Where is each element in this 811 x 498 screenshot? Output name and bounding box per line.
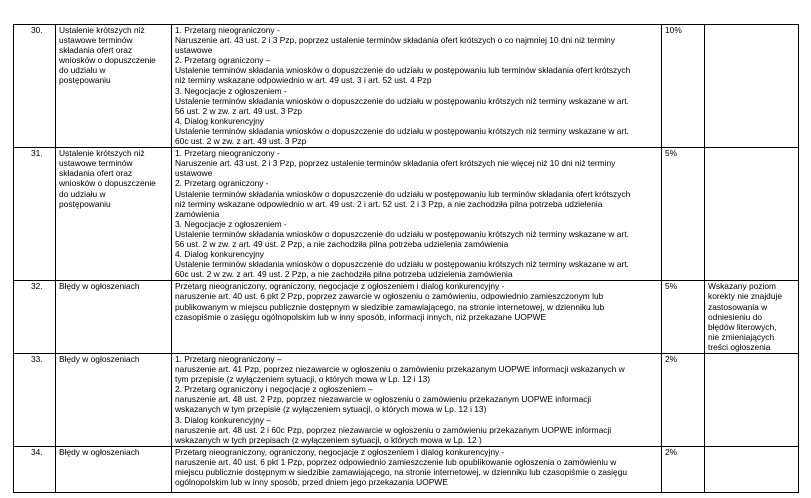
row-number — [14, 446, 56, 492]
details-line: 4. Dialog konkurencyjny — [175, 115, 264, 126]
details-line: ogólnopolskim lub w inny sposób, przed dniem jego przekazania UOPWE — [175, 477, 448, 488]
row-number-text: 33. — [31, 354, 43, 364]
details-line: 3. Negocjacje z ogłoszeniem - — [175, 218, 287, 229]
details-line: 60c ust. 2 w zw. z art. 49 ust. 2 Pzp, a nie zachodziła pilna potrzeba udzielenia zamówienia — [175, 269, 513, 280]
category-line: ustawowe terminów — [59, 158, 133, 169]
details-line: 1. Przetarg nieograniczony – — [175, 354, 282, 364]
category-line: Błędy w ogłoszeniach — [59, 354, 140, 364]
details-line: zamówienia — [175, 208, 220, 219]
details-line: Ustalenie terminów składania wniosków o dopuszczenie do udziału w postępowaniu krótszych niż terminy wskazane w art. — [175, 228, 629, 239]
note-cell — [705, 354, 799, 447]
details-line: Naruszenie art. 43 ust. 2 i 3 Pzp, poprzez ustalenie terminów składania ofert krótszych o co najmniej 10 dni niż terminy — [175, 35, 615, 46]
row-number-text: 34. — [31, 446, 43, 457]
details-line: 60c ust. 2 w zw. z art. 49 ust. 3 Pzp — [175, 136, 307, 147]
table-body — [14, 25, 799, 493]
details-line: Przetarg nieograniczony, ograniczony, negocjacje z ogłoszeniem i dialog konkurencyjny - — [175, 446, 505, 457]
note-line: treści ogłoszenia — [708, 341, 771, 352]
rate-text: 10% — [665, 25, 682, 35]
details-line: 2. Przetarg ograniczony – — [175, 55, 271, 66]
details-line: niż terminy wskazane odpowiednio w art. 49 ust. 3 i art. 52 ust. 4 Pzp — [175, 75, 432, 86]
note-cell — [705, 446, 799, 492]
rate-text: 5% — [665, 148, 678, 159]
category-cell — [56, 281, 172, 354]
category-line: Błędy w ogłoszeniach — [59, 281, 140, 292]
row-number — [14, 281, 56, 354]
rate-text: 2% — [665, 354, 678, 364]
details-line: 2. Przetarg ograniczony i negocjacje z ogłoszeniem – — [175, 384, 373, 395]
details-line: czasopiśmie o zasięgu ogólnopolskim lub w inny sposób, informacji innych, niż przekazane UOPWE — [175, 311, 546, 322]
category-line: składania ofert oraz — [59, 168, 133, 179]
category-line: ustawowe terminów — [59, 35, 133, 46]
note-line: zastosowania w — [708, 301, 768, 312]
details-line: Ustalenie terminów składania wniosków o dopuszczenie do udziału w postępowaniu krótszych niż terminy wskazane w art. — [175, 95, 629, 106]
details-line: Naruszenie art. 43 ust. 2 i 3 Pzp, poprzez ustalenie terminów składania ofert krótszych nie więcej niż 10 dni niż terminy — [175, 158, 616, 169]
corrections-table — [13, 24, 799, 493]
details-line: naruszenie art. 48 ust. 2 i 60c Pzp, poprzez niezawarcie w ogłoszeniu o zamówieniu przekazanym UOPWE informacji — [175, 424, 612, 435]
details-line: miejscu publicznie dostępnym w siedzibie zamawiającego, na stronie internetowej, w dzienniku lub czasopiśmie o zasięgu — [175, 467, 628, 478]
details-line: wskazanych w tych przepisach (z wyłączeniem sytuacji, o których mowa w Lp. 12 ) — [175, 434, 482, 445]
details-cell — [172, 281, 662, 354]
note-cell — [705, 148, 799, 281]
details-line: naruszenie art. 40 ust. 6 pkt 1 Pzp, poprzez odpowiednio zamieszczenie lub opublikowanie ogłoszenia o zamówieniu w — [175, 456, 617, 467]
category-line: do udziału w — [59, 65, 106, 76]
category-line: wniosków o dopuszczenie — [59, 178, 156, 189]
category-line: do udziału w — [59, 188, 106, 199]
note-line: korekty nie znajduje — [708, 291, 783, 302]
details-line: Ustalenie terminów składania wniosków o dopuszczenie do udziału w postępowaniu lub terminów składania ofert krótszych — [175, 65, 631, 76]
details-line: 3. Dialog konkurencyjny – — [175, 414, 271, 425]
category-line: wniosków o dopuszczenie — [59, 55, 156, 66]
rate-text: 5% — [665, 281, 678, 292]
rate-text: 2% — [665, 446, 678, 457]
table-row — [14, 148, 799, 281]
details-line: 2. Przetarg ograniczony - — [175, 178, 269, 189]
note-cell — [705, 25, 799, 148]
details-cell — [172, 446, 662, 492]
rate-cell — [662, 148, 705, 281]
category-line: postępowaniu — [59, 198, 111, 209]
details-line: Ustalenie terminów składania wniosków o dopuszczenie do udziału w postępowaniu krótszych niż terminy wskazane w art. — [175, 125, 629, 136]
category-line: składania ofert oraz — [59, 45, 133, 56]
category-cell — [56, 25, 172, 148]
row-number-text: 30. — [31, 25, 43, 35]
row-number — [14, 148, 56, 281]
category-cell — [56, 148, 172, 281]
table-row — [14, 354, 799, 447]
table-row — [14, 25, 799, 148]
details-line: niż terminy wskazane odpowiednio w art. 49 ust. 2 i art. 52 ust. 2 i 3 Pzp, a nie zachodziła pilna potrzeba udzielenia — [175, 198, 603, 209]
category-line: postępowaniu — [59, 75, 111, 86]
table-row — [14, 281, 799, 354]
details-line: ustawowe — [175, 168, 213, 179]
details-line: 56 ust. 2 w zw. z art. 49 ust. 3 Pzp — [175, 105, 303, 116]
row-number-text: 32. — [31, 281, 43, 292]
details-line: naruszenie art. 40 ust. 6 pkt 2 Pzp, poprzez zawarcie w ogłoszeniu o zamówieniu, odpowiednio zamieszczonym lub — [175, 291, 604, 302]
details-line: publikowanym w miejscu publicznie dostępnym w siedzibie zamawiającego, na stronie internetowej, w dzienniku lub — [175, 301, 605, 312]
rate-cell — [662, 354, 705, 447]
details-line: naruszenie art. 41 Pzp, poprzez niezawarcie w ogłoszeniu o zamówieniu przekazanym UOPWE informacji wskazanych w — [175, 364, 625, 375]
details-line: ustawowe — [175, 45, 213, 56]
row-number — [14, 25, 56, 148]
details-cell — [172, 354, 662, 447]
details-line: 3. Negocjacje z ogłoszeniem - — [175, 85, 287, 96]
details-cell — [172, 25, 662, 148]
note-line: błędów literowych, — [708, 321, 777, 332]
row-number — [14, 354, 56, 447]
rate-cell — [662, 446, 705, 492]
rate-cell — [662, 25, 705, 148]
details-line: Ustalenie terminów składania wniosków o dopuszczenie do udziału w postępowaniu krótszych niż terminy wskazane w art. — [175, 259, 629, 270]
row-number-text: 31. — [31, 148, 43, 159]
note-cell — [705, 281, 799, 354]
note-line: Wskazany poziom — [708, 281, 776, 292]
details-line: tym przepisie (z wyłączeniem sytuacji, o których mowa w Lp. 12 i 13) — [175, 374, 431, 385]
note-line: odniesieniu do — [708, 311, 763, 322]
rate-cell — [662, 281, 705, 354]
details-line: 56 ust. 2 w zw. z art. 49 ust. 2 Pzp, a nie zachodziła pilna potrzeba udzielenia zamówienia — [175, 238, 509, 249]
table-row — [14, 446, 799, 492]
category-cell — [56, 354, 172, 447]
details-line: naruszenie art. 48 ust. 2 Pzp, poprzez niezawarcie w ogłoszeniu o zamówieniu przekazanym UOPWE informacji — [175, 394, 592, 405]
category-line: Błędy w ogłoszeniach — [59, 446, 140, 457]
details-line: 1. Przetarg nieograniczony - — [175, 25, 280, 35]
details-line: 1. Przetarg nieograniczony - — [175, 148, 280, 159]
details-line: 4. Dialog konkurencyjny — [175, 249, 264, 260]
note-line: nie zmieniających — [708, 331, 775, 342]
details-line: wskazanych w tym przepisie (z wyłączeniem sytuacji, o których mowa w Lp. 12 i 13) — [175, 404, 487, 415]
category-line: Ustalenie krótszych niż — [59, 148, 145, 159]
details-cell — [172, 148, 662, 281]
details-line: Ustalenie terminów składania wniosków o dopuszczenie do udziału w postępowaniu lub terminów składania ofert krótszych — [175, 188, 631, 199]
category-line: Ustalenie krótszych niż — [59, 25, 145, 35]
category-cell — [56, 446, 172, 492]
details-line: Przetarg nieograniczony, ograniczony, negocjacje z ogłoszeniem i dialog konkurencyjny - — [175, 281, 505, 292]
